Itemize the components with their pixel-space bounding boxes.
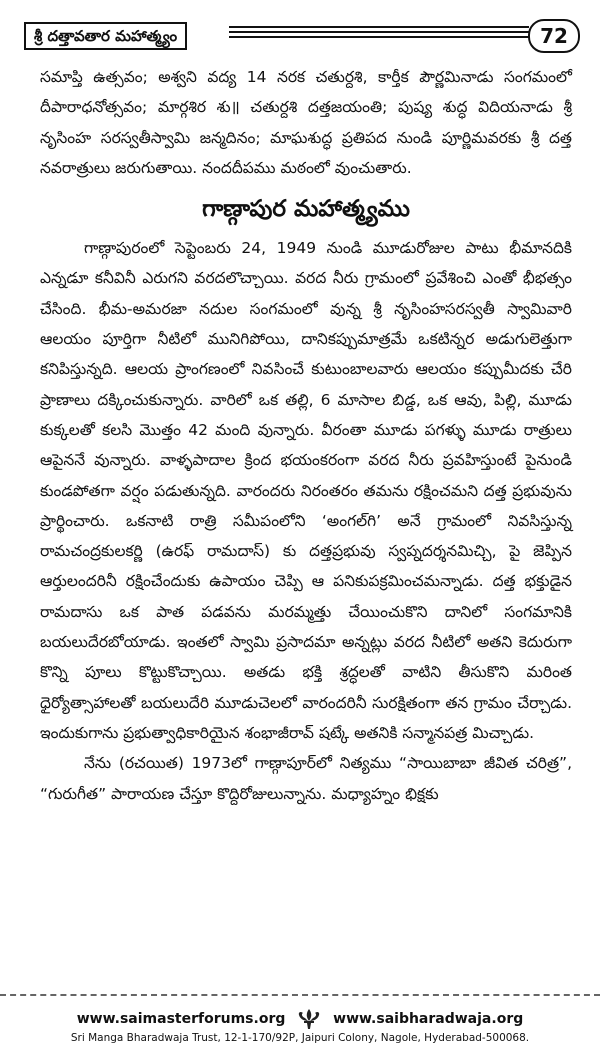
page-header (24, 22, 580, 50)
book-title: శ్రీ దత్తావతార మహాత్మ్యం (24, 22, 187, 50)
website-link-saibharadwaja[interactable]: www.saibharadwaja.org (333, 1011, 524, 1027)
fleur-de-lis-icon (296, 1008, 322, 1030)
page-footer (0, 1008, 600, 1045)
paragraph-festivals: సమాప్తి ఉత్సవం; అశ్వని వద్య 14 నరక చతుర్దశి, కార్తీక పౌర్ణమినాడు సంగమంలో దీపారాధనోత్సవం; మార్గశిర శు॥ చతుర్దశి దత్తజయంతి; పుష్య శుద్ధ విదియనాడు శ్రీ నృసింహ సరస్వతీస్వామి జన్మదినం; మాఘశుద్ధ ప్రతిపద నుండి పూర్ణిమవరకు శ్రీ దత్త నవరాత్రులు జరుగుతాయి. నందదీపము మఠంలో వుంచుతారు. (40, 68, 572, 177)
trust-address: Sri Manga Bharadwaja Trust, 12-1-170/92P, Jaipuri Colony, Nagole, Hyderabad-500068. (70, 1032, 530, 1044)
section-heading: గాణ్గాపుర మహాత్మ్యము (202, 196, 410, 223)
page-number: 72 (528, 19, 580, 53)
website-link-saimasterforums[interactable]: www.saimasterforums.org (76, 1011, 286, 1027)
paragraph-author-visit: నేను (రచయిత) 1973లో గాణ్గాపూర్‌లో నిత్యము “సాయిబాబా జీవిత చరిత్ర”, “గురుగీత” పారాయణ చేస్తూ కొద్దిరోజులున్నాను. మధ్యాహ్నం భిక్షకు (40, 754, 572, 803)
footer-websites (0, 1008, 600, 1030)
footer-divider (0, 994, 600, 996)
paragraph-flood-story: గాణ్గాపురంలో సెప్టెంబరు 24, 1949 నుండి మూడురోజుల పాటు భీమానదికి ఎన్నడూ కనీవినీ ఎరుగని వరదలొచ్చాయి. వరద నీరు గ్రామంలో ప్రవేశించి ఎంతో భీభత్సం చేసింది. భీమ-అమరజా నదుల సంగమంలో వున్న శ్రీ నృసింహసరస్వతీ స్వామివారి ఆలయం పూర్తిగా నీటిలో మునిగిపోయి, దానికప్పుమాత్రమే ఒకటిన్నర అడుగులెత్తుగా కనిపిస్తున్నది. ఆలయ ప్రాంగణంలో నివసించే కుటుంబాలవారు ఆలయం కప్పుమీదకు చేరి ప్రాణాలు దక్కించుకున్నారు. వారిలో ఒక తల్లి, 6 మాసాల బిడ్డ, ఒక ఆవు, పిల్లి, మూడు కుక్కలతో కలసి మొత్తం 42 మంది వున్నారు. వీరంతా మూడు పగళ్ళు మూడు రాత్రులు ఆపైననే వున్నారు. వాళ్ళపాదాల క్రింద భయంకరంగా వరద నీరు ప్రవహిస్తుంటే పైనుండి కుండపోతగా వర్షం పడుతున్నది. వారందరు నిరంతరం తమను రక్షించమని దత్త ప్రభువును ప్రార్థించారు. ఒకనాటి రాత్రి సమీపంలోని ‘అంగల్‌గి’ అనే గ్రామంలో నివసిస్తున్న రామచంద్రకులకర్ణి (ఉరఫ్ రామదాస్) కు దత్తప్రభువు స్వప్నదర్శనమిచ్చి, పై జెప్పిన ఆర్తులందరినీ రక్షించేందుకు ఉపాయం చెప్పి ఆ పనికుపక్రమించమన్నాడు. దత్త భక్తుడైన రామదాసు ఒక పాత పడవను మరమ్మత్తు చేయించుకొని దానిలో సంగమానికి బయలుదేరబోయాడు. ఇంతలో స్వామి ప్రసాదమా అన్నట్లు వరద నీటిలో అతని కెదురుగా కొన్ని పూలు కొట్టుకొచ్చాయి. అతడు భక్తి శ్రద్ధలతో వాటిని తీసుకొని మరింత ధైర్యోత్సాహాలతో బయలుదేరి మూడుచెలలో వారందరినీ సురక్షితంగా తన గ్రామం చేర్చాడు. ఇందుకుగాను ప్రభుత్వాధికారియైన శంభాజీరావ్ షట్కే అతనికి సన్మానపత్ర మిచ్చాడు. (40, 239, 572, 742)
page-body (40, 62, 572, 809)
header-rule-lines (229, 26, 529, 41)
